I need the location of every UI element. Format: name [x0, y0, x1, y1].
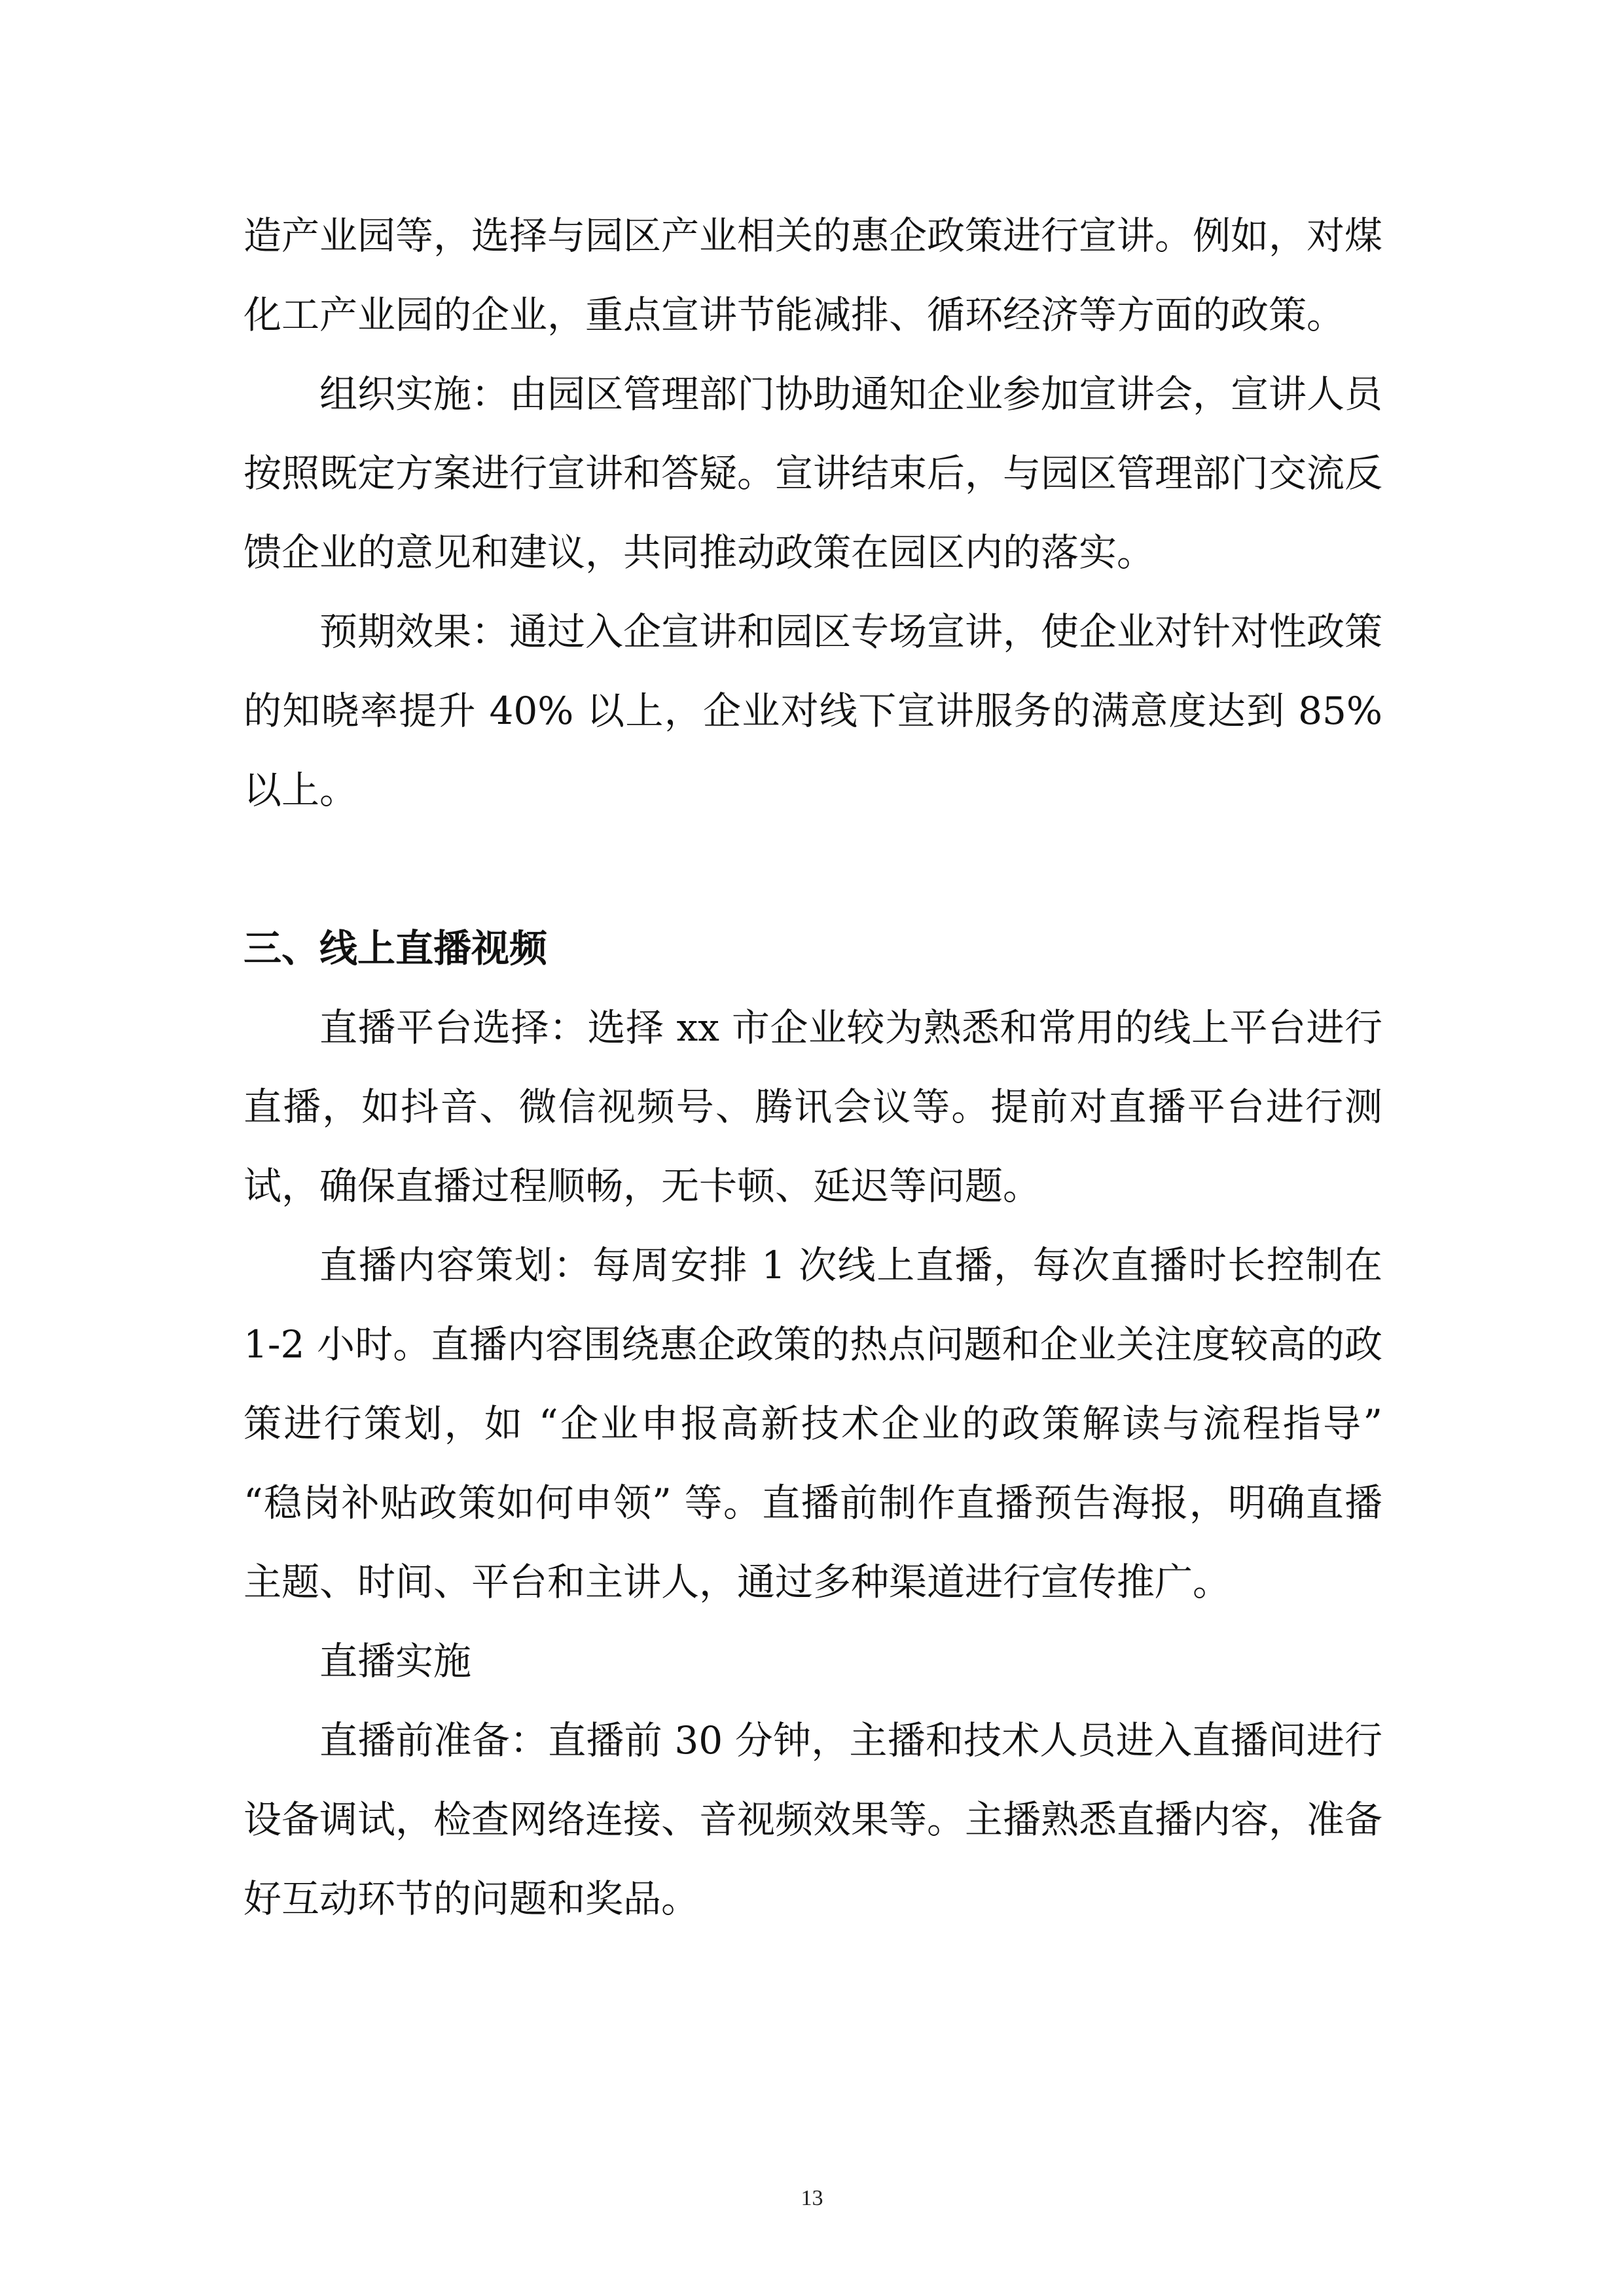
paragraph-platform: 直播平台选择：选择 xx 市企业较为熟悉和常用的线上平台进行直播，如抖音、微信视频号、腾讯会议等。提前对直播平台进行测试，确保直播过程顺畅，无卡顿、延迟等问题。: [244, 1005, 1382, 1208]
paragraph-preparation: 直播前准备：直播前 30 分钟，主播和技术人员进入直播间进行设备调试，检查网络连接、音视频效果等。主播熟悉直播内容，准备好互动环节的问题和奖品。: [244, 1718, 1383, 1921]
paragraph-implementation: 直播实施: [319, 1639, 472, 1683]
page-number: 13: [801, 2186, 823, 2210]
paragraph-organize: 组织实施：由园区管理部门协助通知企业参加宣讲会，宣讲人员按照既定方案进行宣讲和答疑。宣讲结束后，与园区管理部门交流反馈企业的意见和建议，共同推动政策在园区内的落实。: [244, 372, 1383, 575]
paragraph-expected-effect: 预期效果：通过入企宣讲和园区专场宣讲，使企业对针对性政策的知晓率提升 40% 以上，企业对线下宣讲服务的满意度达到 85% 以上。: [244, 609, 1383, 812]
page-body: [244, 196, 1382, 1939]
paragraph-content-planning: 直播内容策划：每周安排 1 次线上直播，每次直播时长控制在 1-2 小时。直播内容围绕惠企政策的热点问题和企业关注度较高的政策进行策划，如 “企业申报高新技术企业的政策解读与流程指导” “稳岗补贴政策如何申领” 等。直播前制作直播预告海报，明确直播主题、时间、平台和主讲人，通过多种渠道进行宣传推广。: [244, 1243, 1382, 1604]
paragraph-continued: 造产业园等，选择与园区产业相关的惠企政策进行宣讲。例如，对煤化工产业园的企业，重点宣讲节能减排、循环经济等方面的政策。: [244, 213, 1383, 337]
section-heading: 三、线上直播视频: [244, 926, 548, 971]
